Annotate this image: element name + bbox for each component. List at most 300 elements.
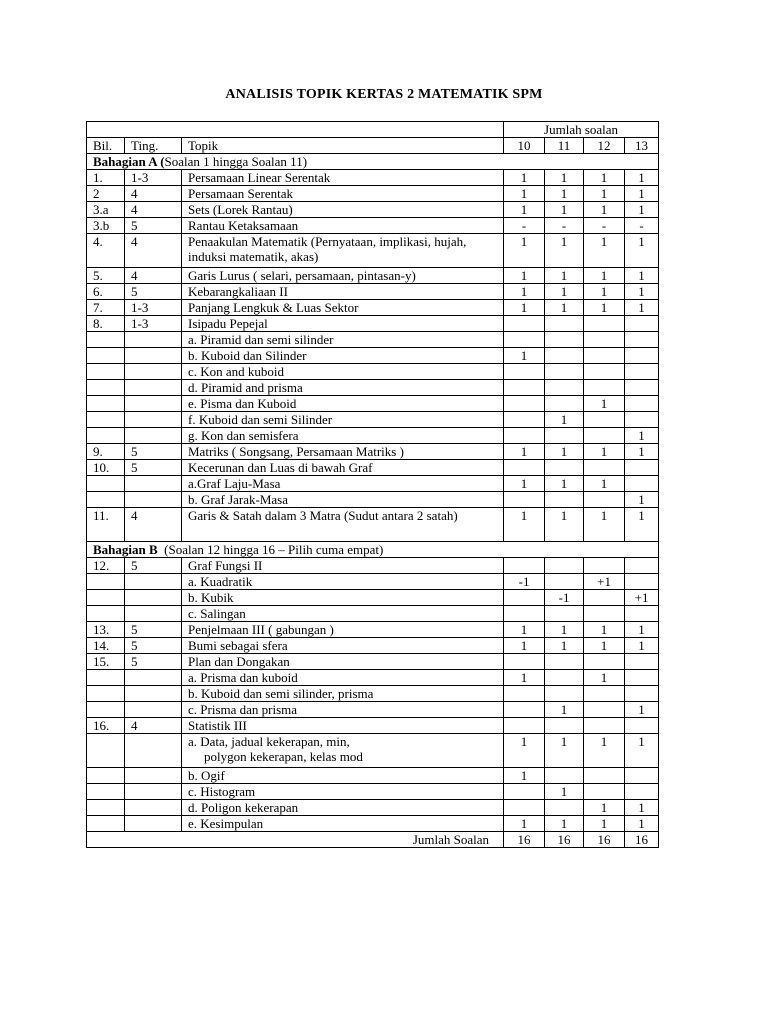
bil-cell: 16. [87,718,125,734]
count-cell: 1 [625,300,659,316]
topik-text: Penjelmaan III ( gabungan ) [188,622,334,637]
count-cell: 1 [584,734,625,768]
topik-text: c. Salingan [188,606,246,621]
count-cell [504,558,545,574]
table-row [87,234,659,268]
count-cell: 1 [625,734,659,768]
ting-cell [125,686,182,702]
count-cell [504,686,545,702]
count-cell [625,364,659,380]
topik-cell [182,734,504,768]
table-row [87,316,659,332]
table-row [87,380,659,396]
topik-cell [182,444,504,460]
topik-cell [182,638,504,654]
count-cell: 1 [545,638,584,654]
bil-cell [87,332,125,348]
ting-cell: 1-3 [125,316,182,332]
count-cell [625,768,659,784]
count-cell [504,412,545,428]
count-cell: 1 [504,638,545,654]
total-label: Jumlah Soalan [87,832,504,848]
topik-text: g. Kon dan semisfera [188,428,299,443]
count-cell: 1 [504,234,545,268]
bil-cell [87,784,125,800]
table-row [87,670,659,686]
count-cell: -1 [504,574,545,590]
topik-text: a. Piramid dan semi silinder [188,332,334,347]
count-cell [545,396,584,412]
count-cell: 1 [584,444,625,460]
table-row [87,364,659,380]
ting-cell [125,574,182,590]
topik-cell [182,316,504,332]
topik-cell [182,784,504,800]
ting-cell: 5 [125,444,182,460]
topik-cell [182,686,504,702]
ting-cell: 4 [125,268,182,284]
count-cell: 1 [545,284,584,300]
table-row [87,508,659,542]
count-cell [504,784,545,800]
bil-cell: 6. [87,284,125,300]
table-row [87,170,659,186]
table-row [87,284,659,300]
count-cell: 1 [504,348,545,364]
count-cell [504,492,545,508]
topik-cell [182,702,504,718]
count-cell: +1 [584,574,625,590]
count-cell [504,590,545,606]
count-cell: 1 [504,444,545,460]
year-header: 11 [545,138,584,154]
topik-text: c. Histogram [188,784,256,799]
topik-text: d. Poligon kekerapan [188,800,299,815]
bil-cell: 15. [87,654,125,670]
table-row [87,218,659,234]
count-cell [625,412,659,428]
count-cell: 1 [545,784,584,800]
count-cell [584,428,625,444]
bil-cell [87,606,125,622]
topik-cell [182,558,504,574]
topik-cell [182,412,504,428]
table-row [87,492,659,508]
section-a-text: Soalan 1 hingga Soalan 11) [164,154,308,169]
count-cell [504,396,545,412]
table-body [87,122,659,848]
topik-text: Bumi sebagai sfera [188,638,288,653]
count-cell [584,380,625,396]
count-cell [584,718,625,734]
topik-text: b. Kuboid dan semi silinder, prisma [188,686,374,701]
total-value: 16 [584,832,625,848]
topik-cell [182,460,504,476]
table-row [87,476,659,492]
topik-cell [182,396,504,412]
count-cell: 1 [545,300,584,316]
ting-header: Ting. [125,138,182,154]
topik-cell [182,348,504,364]
topik-text: Plan dan Dongakan [188,654,290,669]
page-title: ANALISIS TOPIK KERTAS 2 MATEMATIK SPM [225,87,543,102]
ting-cell: 4 [125,234,182,268]
bil-cell [87,686,125,702]
bil-cell: 13. [87,622,125,638]
table-row [87,268,659,284]
topik-cell [182,606,504,622]
ting-cell: 5 [125,284,182,300]
count-cell: 1 [504,670,545,686]
count-cell [584,784,625,800]
table-row [87,622,659,638]
section-a-heading [87,154,659,170]
count-cell [545,686,584,702]
count-cell [584,558,625,574]
table-row [87,606,659,622]
count-cell: 1 [504,734,545,768]
count-cell: 1 [584,476,625,492]
topik-text: c. Prisma dan prisma [188,702,298,717]
count-cell [584,332,625,348]
topik-text: Penaakulan Matematik (Pernyataan, implikasi, hujah, induksi matematik, akas) [188,234,467,264]
topik-text: Kebarangkaliaan II [188,284,288,299]
table-row [87,718,659,734]
count-cell: -1 [545,590,584,606]
table-row [87,654,659,670]
bil-cell [87,412,125,428]
topik-cell [182,622,504,638]
ting-cell: 1-3 [125,170,182,186]
ting-cell [125,784,182,800]
ting-cell: 5 [125,558,182,574]
table-row [87,186,659,202]
ting-cell: 5 [125,622,182,638]
topik-cell [182,202,504,218]
topik-text: Kecerunan dan Luas di bawah Graf [188,460,373,475]
ting-cell [125,606,182,622]
bil-cell: 2 [87,186,125,202]
total-value: 16 [625,832,659,848]
ting-cell: 5 [125,460,182,476]
count-cell: - [504,218,545,234]
table-row [87,348,659,364]
ting-cell [125,476,182,492]
count-cell [545,364,584,380]
count-cell [625,718,659,734]
count-cell: 1 [584,670,625,686]
count-cell: 1 [504,202,545,218]
table-row [87,800,659,816]
count-cell: 1 [625,816,659,832]
topik-cell [182,170,504,186]
topik-text: a. Data, jadual kekerapan, min, [188,734,350,749]
bil-cell: 12. [87,558,125,574]
bil-cell: 3.b [87,218,125,234]
bil-cell [87,816,125,832]
count-cell [545,558,584,574]
count-cell: 1 [625,508,659,542]
topik-text: c. Kon and kuboid [188,364,285,379]
count-cell [584,412,625,428]
count-cell: +1 [625,590,659,606]
topik-cell [182,768,504,784]
count-cell [545,606,584,622]
section-b-bold: Bahagian B [93,542,158,557]
count-cell [625,558,659,574]
bil-cell [87,492,125,508]
bil-cell [87,428,125,444]
count-cell: 1 [545,268,584,284]
ting-cell: 5 [125,218,182,234]
table-row [87,202,659,218]
bil-cell [87,670,125,686]
count-cell: 1 [625,622,659,638]
count-cell [625,606,659,622]
topik-cell [182,364,504,380]
count-cell [545,718,584,734]
bil-cell [87,380,125,396]
count-cell: 1 [504,268,545,284]
bil-cell [87,734,125,768]
topik-text: a.Graf Laju-Masa [188,476,281,491]
bil-cell: 8. [87,316,125,332]
header-row-jumlah [87,122,659,138]
section-a-row [87,154,659,170]
topik-text: Persamaan Serentak [188,186,294,201]
count-cell: 1 [584,300,625,316]
jumlah-soalan-header: Jumlah soalan [504,122,659,138]
bil-cell [87,348,125,364]
count-cell: 1 [584,202,625,218]
topik-cell [182,284,504,300]
bil-cell [87,590,125,606]
count-cell: 1 [584,186,625,202]
topik-text: b. Graf Jarak-Masa [188,492,288,507]
topik-text: Graf Fungsi II [188,558,263,573]
table-row [87,574,659,590]
count-cell: - [584,218,625,234]
count-cell [584,316,625,332]
count-cell [545,492,584,508]
topik-header: Topik [182,138,504,154]
count-cell: 1 [584,508,625,542]
count-cell: 1 [545,234,584,268]
bil-cell: 10. [87,460,125,476]
bil-cell [87,574,125,590]
count-cell [584,686,625,702]
count-cell: 1 [625,268,659,284]
count-cell: 1 [545,186,584,202]
topik-text: Garis & Satah dalam 3 Matra (Sudut antara 2 satah) [188,508,458,523]
topik-text: d. Piramid and prisma [188,380,303,395]
count-cell: 1 [504,186,545,202]
topik-cell [182,654,504,670]
count-cell [584,702,625,718]
count-cell: 1 [545,202,584,218]
table-row [87,412,659,428]
count-cell [545,768,584,784]
count-cell: 1 [584,638,625,654]
count-cell: - [625,218,659,234]
count-cell: 1 [625,186,659,202]
total-value: 16 [504,832,545,848]
ting-cell [125,590,182,606]
count-cell [504,702,545,718]
table-row [87,768,659,784]
ting-cell: 4 [125,508,182,542]
header-blank-cell [87,122,504,138]
ting-cell [125,396,182,412]
count-cell: 1 [625,492,659,508]
count-cell: 1 [625,638,659,654]
count-cell: 1 [584,622,625,638]
topik-cell [182,590,504,606]
count-cell [625,476,659,492]
bil-cell: 7. [87,300,125,316]
topik-text-continued: polygon kekerapan, kelas mod [204,749,363,764]
count-cell [584,590,625,606]
ting-cell [125,492,182,508]
table-row [87,784,659,800]
count-cell: 1 [504,476,545,492]
count-cell [584,492,625,508]
topik-text: e. Pisma dan Kuboid [188,396,297,411]
topik-cell [182,718,504,734]
count-cell [545,654,584,670]
count-cell [504,332,545,348]
count-cell: 1 [545,412,584,428]
ting-cell [125,380,182,396]
ting-cell [125,348,182,364]
count-cell: 1 [625,800,659,816]
count-cell: 1 [545,734,584,768]
count-cell: - [545,218,584,234]
topik-cell [182,508,504,542]
count-cell: 1 [545,508,584,542]
count-cell [504,364,545,380]
topik-cell [182,476,504,492]
count-cell: 1 [504,816,545,832]
count-cell [625,396,659,412]
count-cell: 1 [584,284,625,300]
count-cell [504,428,545,444]
bil-cell: 1. [87,170,125,186]
count-cell [625,380,659,396]
count-cell: 1 [584,170,625,186]
count-cell [584,460,625,476]
count-cell: 1 [625,444,659,460]
count-cell [504,380,545,396]
count-cell [545,428,584,444]
bil-cell: 5. [87,268,125,284]
topik-text: Matriks ( Songsang, Persamaan Matriks ) [188,444,404,459]
count-cell: 1 [584,234,625,268]
topik-text: Sets (Lorek Rantau) [188,202,293,217]
count-cell [625,654,659,670]
header-row [87,138,659,154]
topik-text: Statistik III [188,718,247,733]
count-cell: 1 [504,508,545,542]
ting-cell [125,332,182,348]
section-a-bold: Bahagian A ( [93,154,165,169]
bil-cell: 11. [87,508,125,542]
bil-cell: 14. [87,638,125,654]
count-cell [625,332,659,348]
topik-text: a. Prisma dan kuboid [188,670,298,685]
count-cell: 1 [545,622,584,638]
topik-cell [182,186,504,202]
bil-cell [87,396,125,412]
bil-cell: 3.a [87,202,125,218]
count-cell: 1 [504,768,545,784]
topik-text: Rantau Ketaksamaan [188,218,299,233]
ting-cell [125,412,182,428]
count-cell [545,460,584,476]
bil-cell [87,364,125,380]
table-row [87,332,659,348]
total-row [87,832,659,848]
count-cell [504,800,545,816]
count-cell [545,316,584,332]
bil-cell [87,768,125,784]
count-cell [545,574,584,590]
ting-cell [125,768,182,784]
count-cell [504,606,545,622]
topik-text: f. Kuboid dan semi Silinder [188,412,333,427]
count-cell: 1 [545,816,584,832]
ting-cell [125,800,182,816]
year-header: 13 [625,138,659,154]
topik-cell [182,492,504,508]
topik-text: Panjang Lengkuk & Luas Sektor [188,300,359,315]
topik-text: Persamaan Linear Serentak [188,170,331,185]
ting-cell [125,702,182,718]
ting-cell: 4 [125,718,182,734]
count-cell [584,364,625,380]
topik-cell [182,816,504,832]
ting-cell [125,428,182,444]
table-row [87,816,659,832]
count-cell: 1 [584,800,625,816]
table-row [87,396,659,412]
bil-cell [87,800,125,816]
count-cell: 1 [625,428,659,444]
total-value: 16 [545,832,584,848]
ting-cell: 5 [125,654,182,670]
count-cell: 1 [504,622,545,638]
ting-cell: 4 [125,202,182,218]
count-cell [625,686,659,702]
table-row [87,460,659,476]
count-cell [545,348,584,364]
topik-text: b. Kuboid dan Silinder [188,348,307,363]
table-row [87,590,659,606]
count-cell [584,348,625,364]
topik-text: Isipadu Pepejal [188,316,268,331]
count-cell: 1 [504,300,545,316]
table-row [87,444,659,460]
count-cell: 1 [545,476,584,492]
bil-header: Bil. [87,138,125,154]
count-cell [625,574,659,590]
count-cell: 1 [625,202,659,218]
section-b-heading [87,542,659,558]
year-header: 10 [504,138,545,154]
count-cell [504,718,545,734]
section-b-row [87,542,659,558]
year-header: 12 [584,138,625,154]
